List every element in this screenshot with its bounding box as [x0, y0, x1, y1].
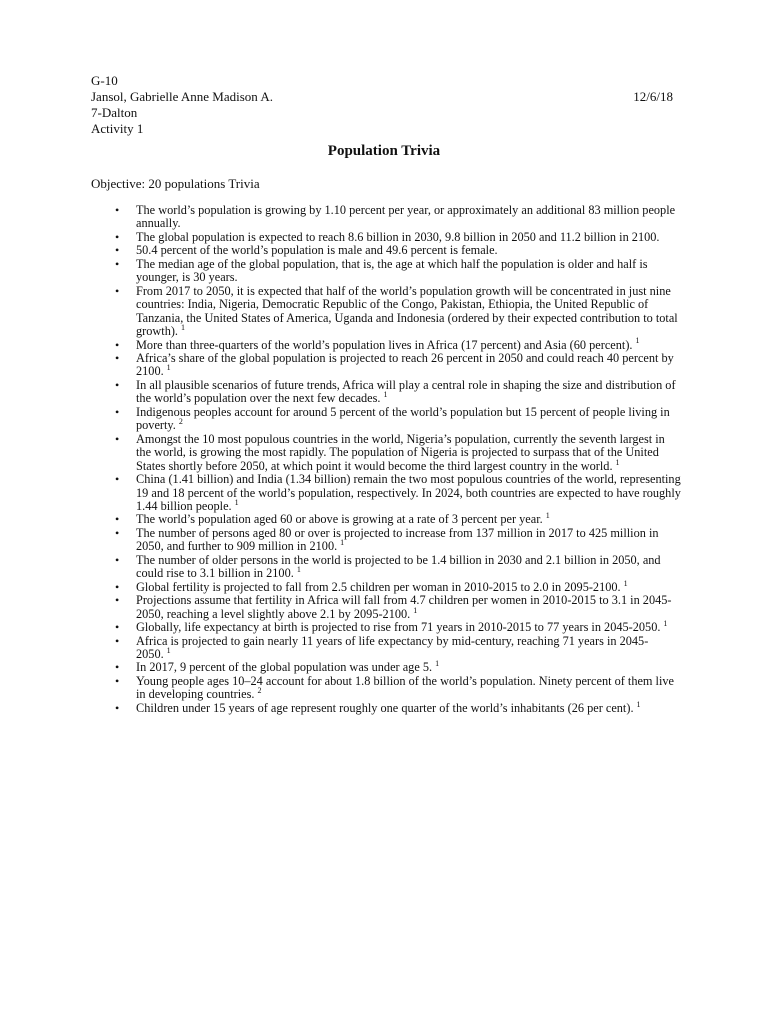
trivia-list: [115, 204, 681, 715]
footnote-ref: 1: [545, 511, 550, 521]
footnote-ref: 1: [234, 497, 239, 507]
bullet-icon: •: [115, 377, 120, 392]
footnote-ref: 1: [635, 336, 640, 346]
bullet-icon: •: [115, 700, 120, 715]
trivia-item: [115, 244, 681, 257]
footnote-ref: 1: [615, 457, 620, 467]
trivia-item: [115, 661, 681, 674]
footnote-ref: 1: [296, 565, 301, 575]
trivia-item: [115, 352, 681, 379]
trivia-text: Africa is projected to gain nearly 11 years of life expectancy by mid-century, reaching 71 years in 2045-2050.: [136, 633, 649, 661]
bullet-icon: •: [115, 552, 120, 567]
footnote-ref: 1: [383, 390, 388, 400]
activity-label: Activity 1: [91, 121, 144, 136]
trivia-text: Children under 15 years of age represent roughly one quarter of the world’s inhabitants (26 per cent).: [136, 700, 634, 715]
bullet-icon: •: [115, 203, 120, 217]
bullet-icon: •: [115, 431, 120, 446]
grade-level: G-10: [91, 73, 118, 88]
footnote-ref: 1: [623, 578, 628, 588]
trivia-text: Globally, life expectancy at birth is projected to rise from 71 years in 2010-2015 to 77 years in 2045-2050.: [136, 620, 661, 635]
trivia-item: [115, 473, 681, 513]
document-title: Population Trivia: [327, 143, 441, 159]
trivia-text: 50.4 percent of the world’s population is male and 49.6 percent is female.: [136, 243, 498, 258]
trivia-text: Indigenous peoples account for around 5 percent of the world’s population but 15 percent of people living in poverty.: [136, 404, 670, 433]
bullet-icon: •: [115, 620, 120, 635]
bullet-icon: •: [115, 404, 120, 419]
footnote-ref: 2: [178, 417, 183, 427]
footnote-ref: 1: [166, 363, 171, 373]
footnote-ref: 1: [413, 605, 418, 615]
class-section: 7-Dalton: [91, 105, 138, 120]
bullet-icon: •: [115, 633, 120, 648]
trivia-item: [115, 231, 681, 244]
trivia-text: The number of persons aged 80 or over is projected to increase from 137 million in 2017 to 425 million in 2050, and further to 909 million in 2100.: [136, 525, 659, 554]
bullet-icon: •: [115, 350, 120, 365]
trivia-item: [115, 699, 681, 715]
trivia-item: [115, 675, 681, 702]
bullet-icon: •: [115, 229, 120, 244]
trivia-text: China (1.41 billion) and India (1.34 billion) remain the two most populous countries of the world, representing 19 and 18 percent of the world’s population, respectively. In 2024, both countries are expected to have roughly 1.44 billion people.: [136, 472, 681, 513]
trivia-text: The world’s population aged 60 or above is growing at a rate of 3 percent per year.: [136, 512, 543, 527]
student-name: Jansol, Gabrielle Anne Madison A.: [91, 89, 273, 104]
trivia-item: [115, 635, 681, 662]
trivia-text: The number of older persons in the world is projected to be 1.4 billion in 2030 and 2.1 billion in 2050, and could rise to 3.1 billion in 2100.: [136, 552, 661, 581]
trivia-text: From 2017 to 2050, it is expected that half of the world’s population growth will be concentrated in just nine countries: India, Nigeria, Democratic Republic of the Congo, Pakistan, Ethiopia, the United Republic of Tanzania, the United States of America, Uganda and Indonesia (ordered by their expected contribution to total growth).: [136, 283, 678, 339]
trivia-text: In 2017, 9 percent of the global population was under age 5.: [136, 660, 433, 675]
footnote-ref: 1: [166, 645, 171, 655]
bullet-icon: •: [115, 472, 120, 487]
footnote-ref: 1: [663, 618, 668, 628]
bullet-icon: •: [115, 660, 120, 675]
trivia-item: [115, 594, 681, 621]
trivia-item: [115, 578, 681, 594]
footnote-ref: 1: [181, 322, 186, 332]
bullet-icon: •: [115, 243, 120, 258]
trivia-text: The world’s population is growing by 1.10 percent per year, or approximately an additional 83 million people annually.: [136, 203, 676, 231]
bullet-icon: •: [115, 256, 120, 271]
bullet-icon: •: [115, 579, 120, 594]
bullet-icon: •: [115, 525, 120, 540]
trivia-item: [115, 204, 681, 231]
trivia-text: Young people ages 10–24 account for about 1.8 billion of the world’s population. Ninety percent of them live in developing countries.: [136, 673, 675, 702]
trivia-text: Projections assume that fertility in Africa will fall from 4.7 children per women in 2010-2015 to 3.1 in 2045-2050, reaching a level slightly above 2.1 by 2095-2100.: [136, 593, 672, 621]
trivia-item: [115, 406, 681, 433]
trivia-text: In all plausible scenarios of future trends, Africa will play a central role in shaping the size and distribution of the world’s population over the next few decades.: [136, 377, 676, 406]
trivia-item: [115, 285, 681, 339]
trivia-item: [115, 513, 681, 526]
footnote-ref: 1: [636, 699, 641, 709]
trivia-item: [115, 336, 681, 352]
trivia-text: The median age of the global population, that is, the age at which half the population is older and half is younger, is 30 years.: [136, 256, 648, 285]
document-date: 12/6/18: [633, 89, 673, 104]
bullet-icon: •: [115, 337, 120, 352]
footnote-ref: 2: [257, 686, 262, 696]
footnote-ref: 1: [340, 538, 345, 548]
bullet-icon: •: [115, 593, 120, 608]
trivia-text: Global fertility is projected to fall from 2.5 children per woman in 2010-2015 to 2.0 in 2095-2100.: [136, 579, 621, 594]
trivia-text: Amongst the 10 most populous countries in the world, Nigeria’s population, currently the seventh largest in the world, is growing the most rapidly. The population of Nigeria is projected to surpass that of the United States shortly before 2050, at which point it would become the third largest country in the world.: [136, 431, 665, 473]
trivia-item: [115, 258, 681, 285]
trivia-text: The global population is expected to reach 8.6 billion in 2030, 9.8 billion in 2050 and 11.2 billion in 2100.: [136, 229, 660, 244]
document-header: [91, 73, 681, 137]
bullet-icon: •: [115, 673, 120, 688]
footnote-ref: 1: [435, 659, 440, 669]
trivia-text: Africa’s share of the global population is projected to reach 26 percent in 2050 and could reach 40 percent by 2100.: [136, 350, 674, 379]
trivia-item: [115, 618, 681, 635]
trivia-item: [115, 379, 681, 406]
bullet-icon: •: [115, 512, 120, 527]
trivia-text: More than three-quarters of the world’s population lives in Africa (17 percent) and Asia (60 percent).: [136, 337, 633, 352]
bullet-icon: •: [115, 283, 120, 298]
trivia-item: [115, 527, 681, 554]
trivia-item: [115, 554, 681, 581]
trivia-item: [115, 433, 681, 473]
objective-text: Objective: 20 populations Trivia: [91, 176, 260, 191]
